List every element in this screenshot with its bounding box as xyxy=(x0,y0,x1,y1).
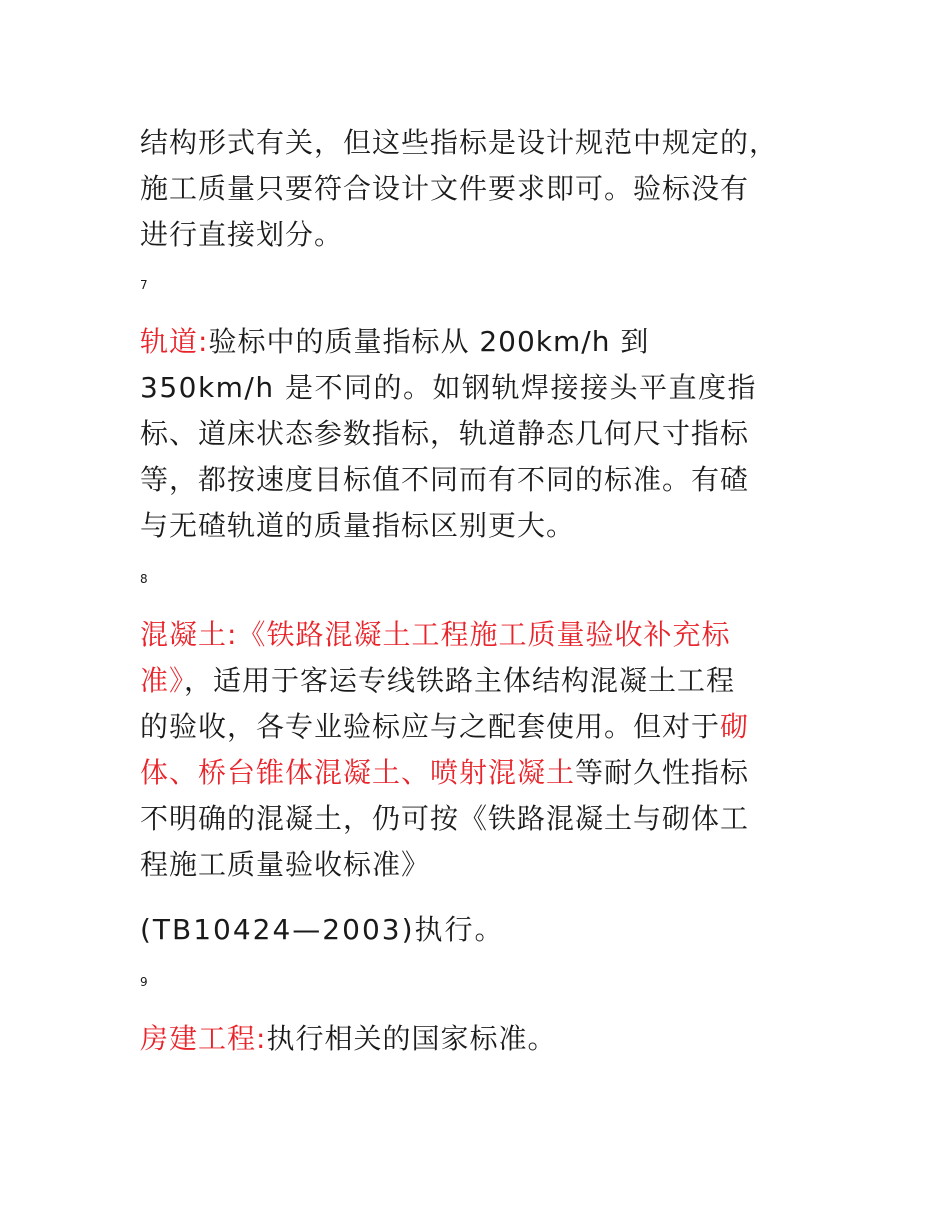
text-line: 不明确的混凝土，仍可按《铁路混凝土与砌体工 xyxy=(140,802,750,835)
text-line xyxy=(140,658,820,704)
text-span: 执行相关的国家标准。 xyxy=(266,1022,557,1055)
text-line xyxy=(140,612,820,658)
standard-code-line: (TB10424—2003)执行。 xyxy=(140,913,505,946)
paragraph-section-8 xyxy=(140,612,820,888)
text-line: 标、道床状态参数指标，轨道静态几何尺寸指标 xyxy=(140,417,750,450)
paragraph-section-9 xyxy=(140,1016,820,1062)
text-span: 的验收，各专业验标应与之配套使用。但对于 xyxy=(140,710,721,743)
text-line: 进行直接划分。 xyxy=(140,218,344,251)
text-line: 等，都按速度目标值不同而有不同的标准。有碴 xyxy=(140,463,750,496)
text-line: 程施工质量验收标准》 xyxy=(140,848,431,881)
paragraph-number-7: 7 xyxy=(140,278,148,292)
standard-title: 《铁路混凝土工程施工质量验收补充标 xyxy=(237,618,731,651)
text-line: 结构形式有关，但这些指标是设计规范中规定的， xyxy=(140,126,779,159)
text-line: 施工质量只要符合设计文件要求即可。验标没有 xyxy=(140,172,750,205)
section-heading-building: 房建工程: xyxy=(140,1022,267,1055)
text-span: ，适用于客运专线铁路主体结构混凝土工程 xyxy=(184,664,736,697)
paragraph-number-9: 9 xyxy=(140,975,148,989)
text-line: 350km/h 是不同的。如钢轨焊接接头平直度指 xyxy=(140,371,758,404)
highlight-text: 砌 xyxy=(720,710,750,743)
text-line xyxy=(140,1016,820,1062)
text-line xyxy=(140,750,820,796)
text-line: 与无碴轨道的质量指标区别更大。 xyxy=(140,509,576,542)
paragraph-section-7 xyxy=(140,319,820,549)
text-span: 验标中的质量指标从 200km/h 到 xyxy=(208,325,650,358)
paragraph-section-6-tail xyxy=(140,120,820,258)
section-heading-track: 轨道: xyxy=(140,325,209,358)
highlight-text: 体、桥台锥体混凝土、喷射混凝土 xyxy=(140,756,576,789)
section-heading-concrete: 混凝土: xyxy=(140,618,238,651)
paragraph-number-8: 8 xyxy=(140,572,148,586)
text-line xyxy=(140,319,820,365)
text-line xyxy=(140,704,820,750)
text-span: 等耐久性指标 xyxy=(575,756,750,789)
standard-title-end: 准》 xyxy=(140,664,185,697)
